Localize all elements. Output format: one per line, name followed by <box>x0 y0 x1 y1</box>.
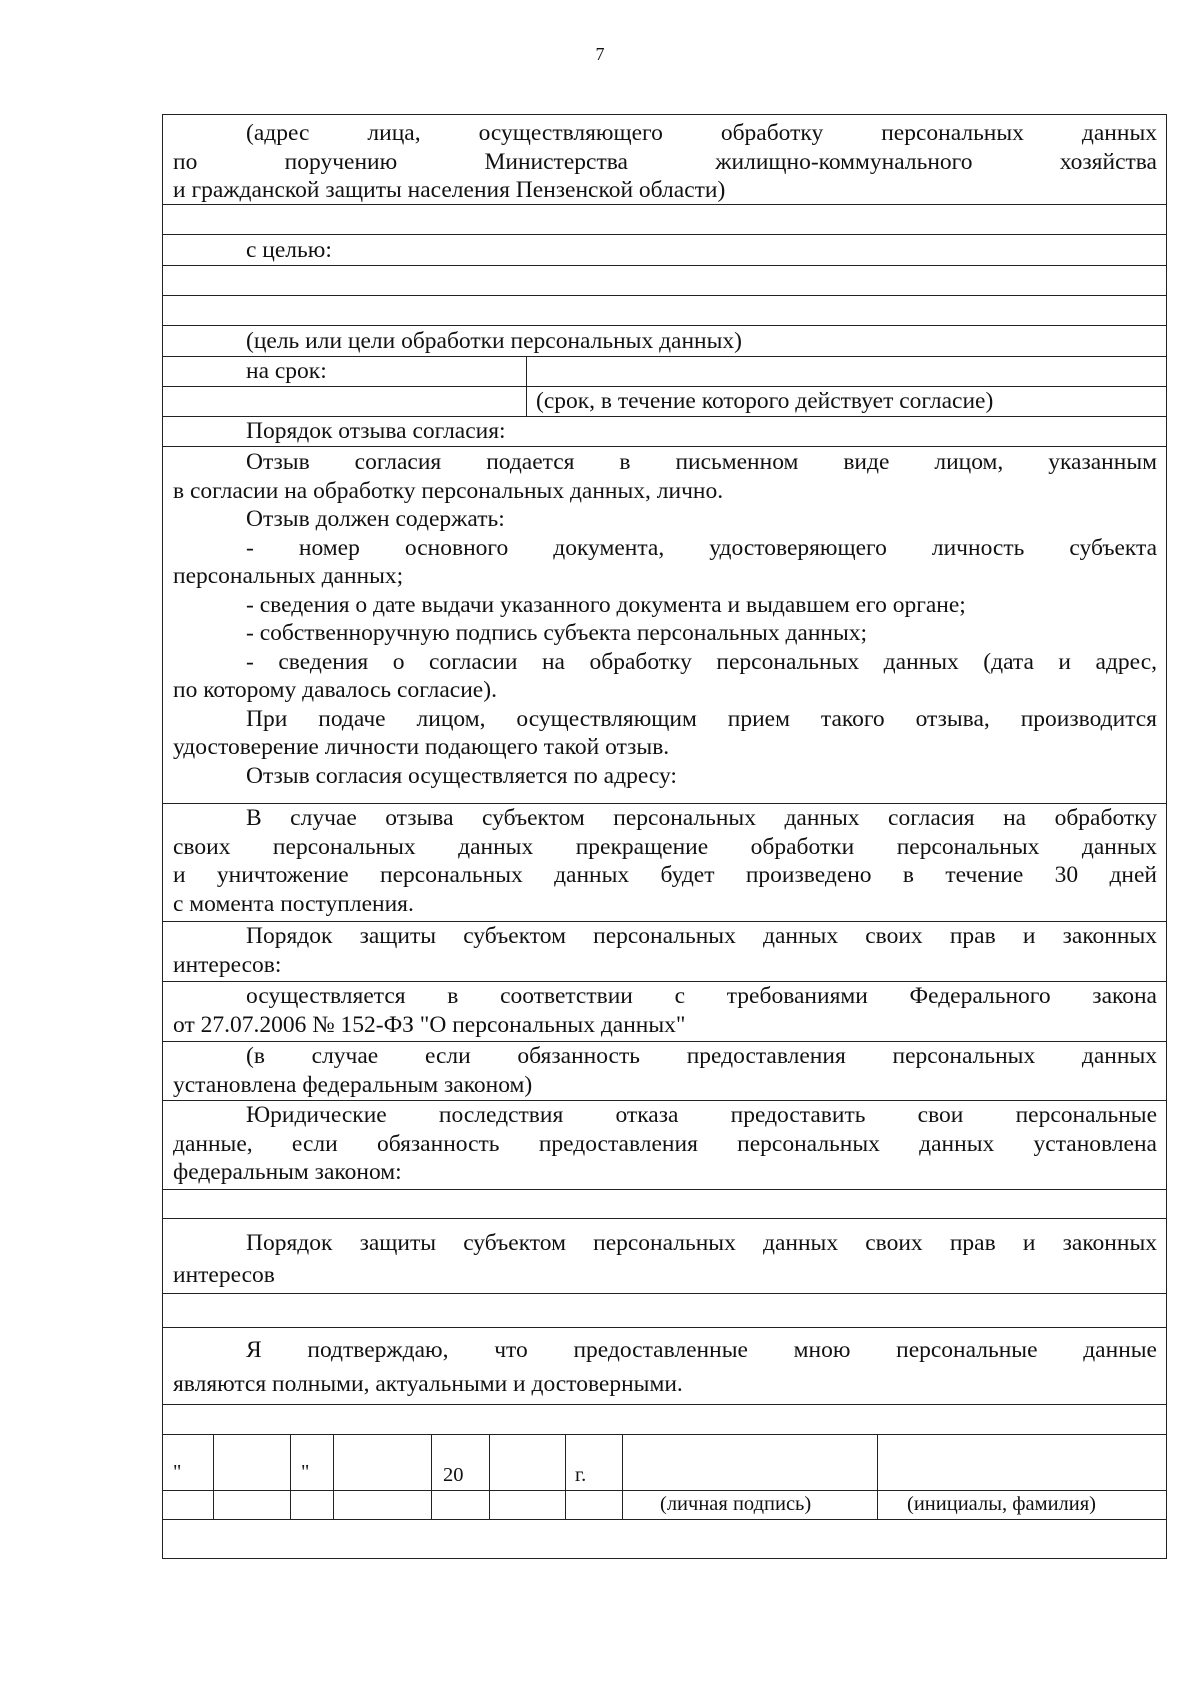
destruction-line-1: В случае отзыва субъектом персональных данных согласия на обработку <box>246 805 1157 831</box>
revocation-p2: Отзыв должен содержать: <box>246 506 505 532</box>
row-divider <box>163 1490 1166 1491</box>
revocation-p3-line-1: При подаче лицом, осуществляющим прием такого отзыва, производится <box>246 705 1157 732</box>
row-divider <box>163 1293 1166 1294</box>
protection2-line-1: Порядок защиты субъектом персональных данных своих прав и законных <box>246 1230 1157 1256</box>
revocation-p3-line-2: удостоверение личности подающего такой отзыв. <box>173 734 670 760</box>
revocation-p4: Отзыв согласия осуществляется по адресу: <box>246 762 677 789</box>
protection-text-1 <box>173 922 1157 979</box>
revocation-p1-line-2: в согласии на обработку персональных данных, лично. <box>173 477 724 504</box>
row-divider <box>163 265 1166 266</box>
consequences-line-2: данные, если обязанность предоставления персональных данных установлена <box>173 1130 1157 1157</box>
mandatory-text <box>173 1042 1157 1099</box>
revocation-bullet-1-line-1: - номер основного документа, удостоверяющего личность субъекта <box>246 534 1157 561</box>
date-year-prefix: 20 <box>443 1464 464 1486</box>
signature-column-divider <box>290 1434 291 1519</box>
row-divider <box>163 1434 1166 1435</box>
confirmation-text <box>173 1333 1157 1401</box>
revocation-bullet-4-line-1: - сведения о согласии на обработку персональных данных (дата и адрес, <box>246 648 1157 675</box>
law-line-2: от 27.07.2006 № 152-ФЗ "О персональных данных" <box>173 1011 686 1038</box>
revocation-bullet-3: - собственноручную подпись субъекта персональных данных; <box>246 620 868 646</box>
mandatory-line-1: (в случае если обязанность предоставления персональных данных <box>246 1043 1157 1069</box>
consent-form-table <box>162 114 1167 1559</box>
revocation-bullet-2: - сведения о дате выдачи указанного документа и выдавшем его органе; <box>246 591 966 618</box>
row-divider <box>163 1189 1166 1190</box>
signature-column-divider <box>489 1434 490 1519</box>
row-divider <box>163 295 1166 296</box>
page-number: 7 <box>595 44 605 64</box>
purpose-label: с целью: <box>246 237 332 263</box>
row-divider <box>163 325 1166 326</box>
revocation-p1-line-1: Отзыв согласия подается в письменном виде лицом, указанным <box>246 449 1157 475</box>
consequences-line-3: федеральным законом: <box>173 1159 402 1185</box>
signature-column-divider <box>431 1434 432 1519</box>
confirm-line-2: являются полными, актуальными и достоверными. <box>173 1371 683 1397</box>
revocation-bullet-1-line-2: персональных данных; <box>173 563 404 589</box>
row-divider <box>163 1218 1166 1219</box>
consequences-line-1: Юридические последствия отказа предоставить свои персональные <box>246 1102 1157 1128</box>
protection1-line-2: интересов: <box>173 951 282 978</box>
revocation-text <box>173 448 1157 790</box>
term-caption: (срок, в течение которого действует согласие) <box>536 388 994 414</box>
protection1-line-1: Порядок защиты субъектом персональных данных своих прав и законных <box>246 923 1157 949</box>
law-line-1: осуществляется в соответствии с требованиями Федерального закона <box>246 983 1157 1009</box>
signature-column-divider <box>213 1434 214 1519</box>
row-divider <box>163 1519 1166 1520</box>
address-line-3: и гражданской защиты населения Пензенской области) <box>173 177 726 203</box>
address-line-1: (адрес лица, осуществляющего обработку персональных данных <box>246 120 1157 146</box>
protection2-line-2: интересов <box>173 1262 275 1288</box>
protection-text-2 <box>173 1227 1157 1291</box>
date-year-suffix: г. <box>575 1464 587 1486</box>
purpose-caption: (цель или цели обработки персональных данных) <box>246 328 743 354</box>
signature-column-divider <box>333 1434 334 1519</box>
row-divider <box>163 1327 1166 1328</box>
address-line-2: по поручению Министерства жилищно-коммунального хозяйства <box>173 148 1157 175</box>
mandatory-line-2: установлена федеральным законом) <box>173 1071 533 1098</box>
revocation-heading: Порядок отзыва согласия: <box>246 418 506 444</box>
law-text <box>173 982 1157 1039</box>
signature-column-divider <box>622 1434 623 1519</box>
row-divider <box>163 204 1166 205</box>
destruction-line-2: своих персональных данных прекращение обработки персональных данных <box>173 833 1157 860</box>
destruction-text <box>173 804 1157 918</box>
row-divider <box>163 234 1166 235</box>
name-caption: (инициалы, фамилия) <box>907 1493 1096 1515</box>
signature-caption: (личная подпись) <box>660 1493 812 1515</box>
consequences-text <box>173 1101 1157 1187</box>
signature-column-divider <box>877 1434 878 1519</box>
signature-column-divider <box>565 1434 566 1519</box>
destruction-line-4: с момента поступления. <box>173 890 414 917</box>
confirm-line-1: Я подтверждаю, что предоставленные мною персональные данные <box>246 1337 1157 1363</box>
date-quote-open: " <box>173 1461 182 1483</box>
row-divider <box>163 446 1166 447</box>
row-divider <box>163 1404 1166 1405</box>
address-block <box>173 119 1157 205</box>
revocation-bullet-4-line-2: по которому давалось согласие). <box>173 677 497 703</box>
term-label: на срок: <box>246 358 327 384</box>
date-quote-close: " <box>301 1461 310 1483</box>
destruction-line-3: и уничтожение персональных данных будет произведено в течение 30 дней <box>173 862 1157 888</box>
